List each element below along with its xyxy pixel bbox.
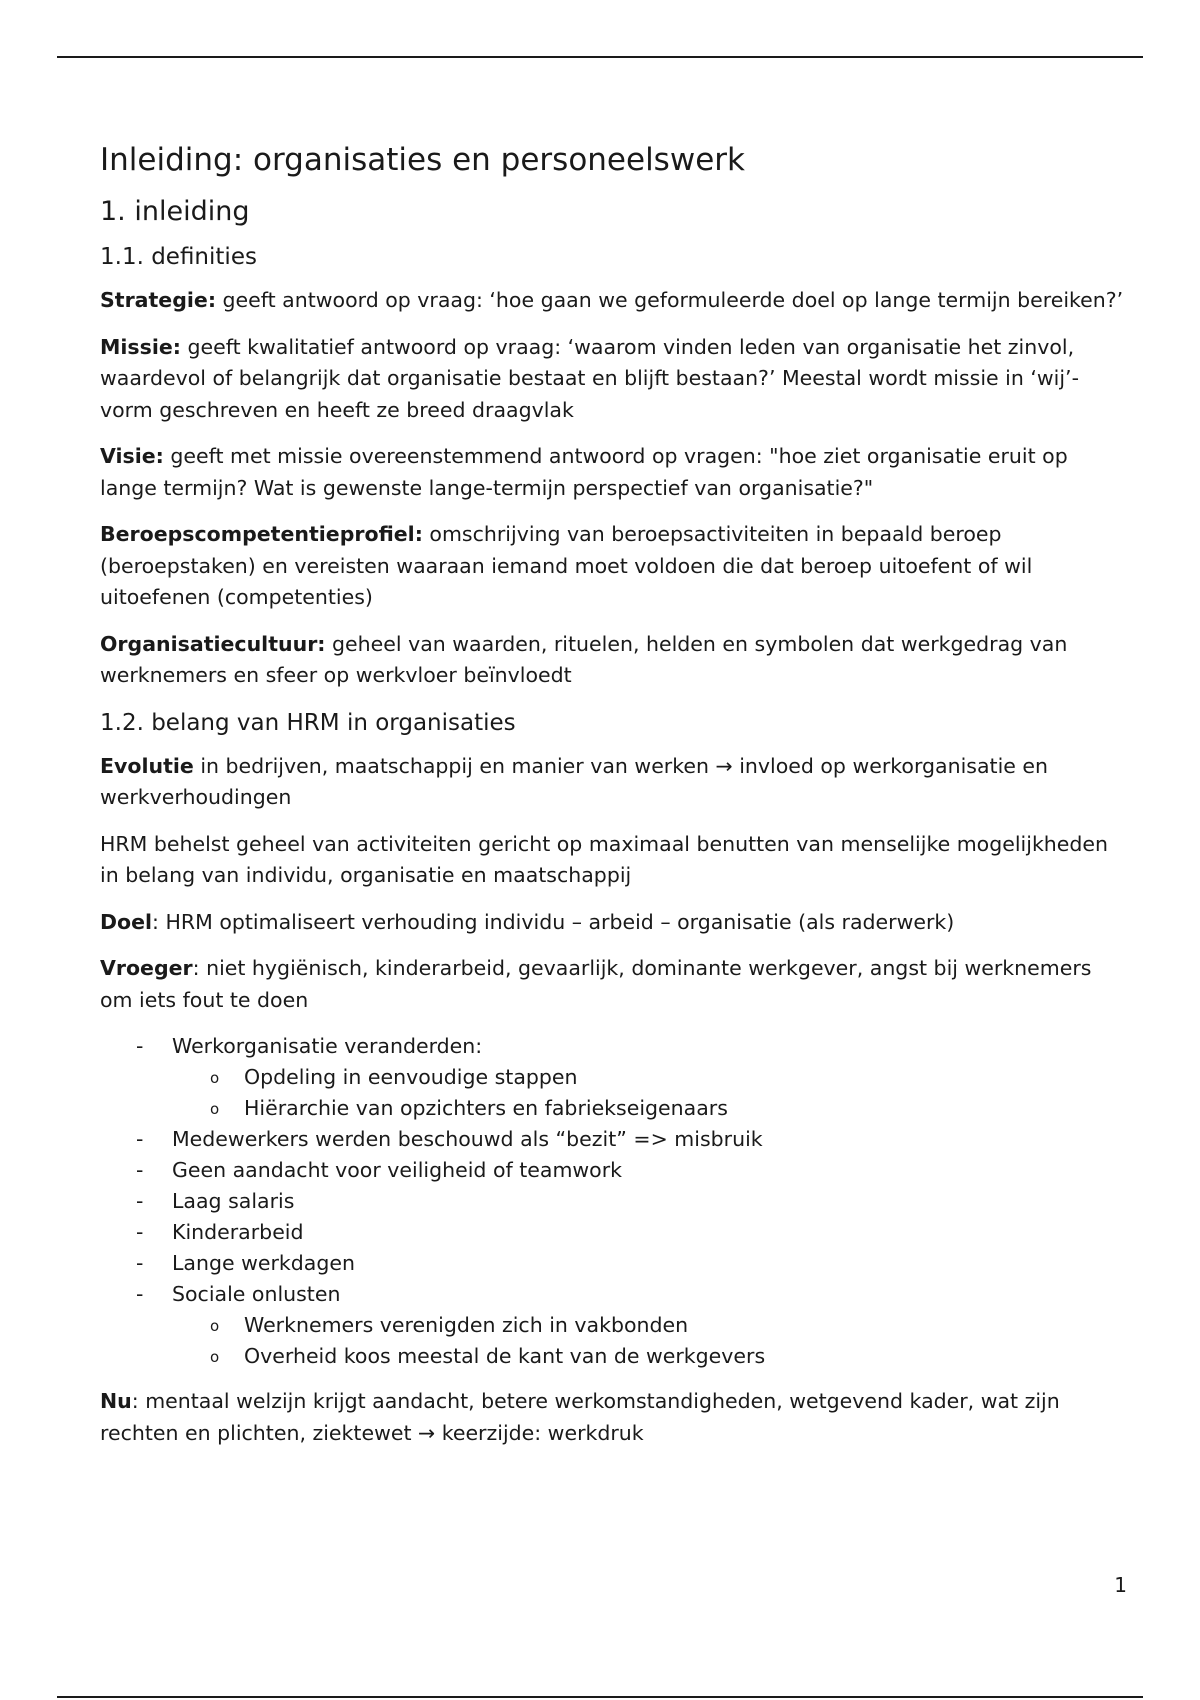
definition-strategie xyxy=(100,285,1130,317)
definition-text: geheel van waarden, rituelen, helden en symbolen dat werkgedrag van werknemers en sfeer op werkvloer beïnvloedt xyxy=(100,631,1068,687)
section-heading-belang-hrm: 1.2. belang van HRM in organisaties xyxy=(100,709,516,736)
dash-marker: - xyxy=(136,1127,144,1151)
paragraph-hrm: HRM behelst geheel van activiteiten gericht op maximaal benutten van menselijke mogelijkheden in belang van individu, organisatie en maatschappij xyxy=(100,831,1109,887)
paragraph-term: Doel xyxy=(100,909,153,934)
document-body xyxy=(100,140,1130,1464)
list-item xyxy=(100,1124,1130,1155)
definition-term: Beroepscompetentieprofiel: xyxy=(100,522,423,546)
chapter-heading: 1. inleiding xyxy=(100,196,250,227)
section-heading-definities: 1.1. definities xyxy=(100,244,257,270)
definition-text: omschrijving van beroepsactiviteiten in bepaald beroep (beroepstaken) en vereisten waaraan iemand moet voldoen die dat beroep uitoefent of wil uitoefenen (competenties) xyxy=(100,522,1033,609)
sub-list-item xyxy=(172,1341,1130,1372)
dash-marker: - xyxy=(136,1220,144,1244)
sub-list xyxy=(172,1062,1130,1124)
definition-term: Strategie: xyxy=(100,288,217,312)
definition-text: geeft antwoord op vraag: ‘hoe gaan we geformuleerde doel op lange termijn bereiken?’ xyxy=(216,288,1124,312)
sub-list-item xyxy=(172,1310,1130,1341)
list-item-text: Sociale onlusten xyxy=(172,1282,341,1306)
dash-marker: - xyxy=(136,1158,144,1182)
dash-marker: - xyxy=(136,1189,144,1213)
paragraph-text: : niet hygiënisch, kinderarbeid, gevaarlijk, dominante werkgever, angst bij werknemers om iets fout te doen xyxy=(100,956,1092,1012)
paragraph-term: Nu xyxy=(100,1389,132,1413)
definition-term: Missie: xyxy=(100,334,181,359)
document-title: Inleiding: organisaties en personeelswerk xyxy=(100,142,745,178)
list-item-text: Laag salaris xyxy=(172,1189,295,1213)
sub-list xyxy=(172,1310,1130,1372)
sub-list-item-text: Hiërarchie van opzichters en fabriekseigenaars xyxy=(244,1096,728,1120)
list-item xyxy=(100,1155,1130,1186)
sub-list-item-text: Opdeling in eenvoudige stappen xyxy=(244,1065,578,1089)
paragraph-vroeger xyxy=(100,953,1130,1016)
list-item xyxy=(100,1186,1130,1217)
dash-marker: - xyxy=(136,1034,144,1058)
circle-marker: o xyxy=(210,1100,220,1118)
definition-text: geeft kwalitatief antwoord op vraag: ‘waarom vinden leden van organisatie het zinvol, waardevol of belangrijk dat organisatie bestaat en blijft bestaan?’ Meestal wordt missie in ‘wij’-vorm geschreven en heeft ze breed draagvlak xyxy=(100,334,1079,422)
dash-marker: - xyxy=(136,1251,144,1275)
definition-visie xyxy=(100,441,1130,504)
sub-list-item xyxy=(172,1093,1130,1124)
paragraph-nu xyxy=(100,1386,1130,1449)
circle-marker: o xyxy=(210,1317,220,1335)
list-item-text: Werkorganisatie veranderden: xyxy=(172,1034,483,1058)
top-rule xyxy=(57,56,1143,58)
page-number: 1 xyxy=(1114,1573,1127,1597)
paragraph-term: Vroeger xyxy=(100,956,193,980)
sub-list-item-text: Werknemers verenigden zich in vakbonden xyxy=(244,1313,689,1337)
list-item-text: Geen aandacht voor veiligheid of teamwork xyxy=(172,1158,623,1182)
bullet-list xyxy=(100,1031,1130,1372)
definition-missie xyxy=(100,332,1130,427)
paragraph-evolutie xyxy=(100,751,1130,814)
list-item-text: Lange werkdagen xyxy=(172,1251,355,1275)
paragraph-text: : mentaal welzijn krijgt aandacht, betere werkomstandigheden, wetgevend kader, wat zijn rechten en plichten, ziektewet → keerzijde: werkdruk xyxy=(100,1389,1060,1445)
paragraph-text: in bedrijven, maatschappij en manier van werken → invloed op werkorganisatie en werkverhoudingen xyxy=(100,753,1048,809)
bottom-rule xyxy=(57,1696,1143,1698)
sub-list-item-text: Overheid koos meestal de kant van de werkgevers xyxy=(244,1344,766,1368)
circle-marker: o xyxy=(210,1348,220,1366)
list-item-text: Kinderarbeid xyxy=(172,1220,304,1244)
paragraph-term: Evolutie xyxy=(100,753,194,778)
paragraph-doel xyxy=(100,907,1130,939)
sub-list-item xyxy=(172,1062,1130,1093)
list-item xyxy=(100,1217,1130,1248)
list-item xyxy=(100,1279,1130,1372)
definition-term: Visie: xyxy=(100,444,164,468)
definition-beroepscompetentieprofiel xyxy=(100,519,1130,614)
circle-marker: o xyxy=(210,1069,220,1087)
paragraph-text: : HRM optimaliseert verhouding individu – arbeid – organisatie (als raderwerk) xyxy=(152,909,955,934)
dash-marker: - xyxy=(136,1282,144,1306)
definition-text: geeft met missie overeenstemmend antwoord op vragen: "hoe ziet organisatie eruit op lange termijn? Wat is gewenste lange-termijn perspectief van organisatie?" xyxy=(100,444,1068,500)
list-item xyxy=(100,1031,1130,1124)
list-item-text: Medewerkers werden beschouwd als “bezit” => misbruik xyxy=(172,1127,763,1151)
list-item xyxy=(100,1248,1130,1279)
definition-organisatiecultuur xyxy=(100,629,1130,692)
definition-term: Organisatiecultuur: xyxy=(100,631,326,656)
